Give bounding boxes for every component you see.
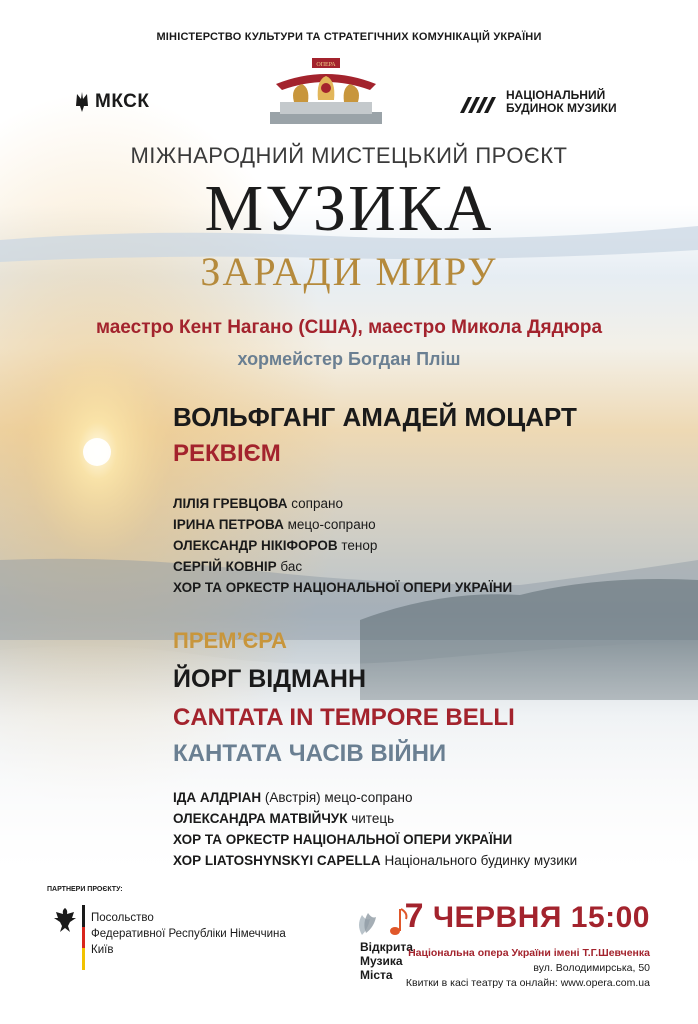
cast-item: ІРИНА ПЕТРОВА мецо-сопрано	[173, 517, 376, 532]
opera-logo-label: ОПЕРА	[316, 62, 336, 68]
event-month-time: ЧЕРВНЯ 15:00	[432, 901, 650, 934]
nbm-label: НАЦІОНАЛЬНИЙ БУДИНОК МУЗИКИ	[506, 88, 617, 115]
project-subtitle: МІЖНАРОДНИЙ МИСТЕЦЬКИЙ ПРОЄКТ	[130, 143, 568, 168]
composer-mozart: ВОЛЬФГАНГ АМАДЕЙ МОЦАРТ	[173, 402, 577, 432]
cast-item: СЕРГІЙ КОВНІР бас	[173, 559, 303, 574]
work-latin-title: CANTATA IN TEMPORE BELLI	[173, 704, 515, 731]
premiere-label: ПРЕМ’ЄРА	[173, 628, 287, 653]
open-music-logo-icon	[340, 905, 410, 941]
embassy-text: Посольство Федеративної Республіки Німеччина Київ	[91, 912, 286, 956]
composer-widmann: ЙОРГ ВІДМАНН	[173, 665, 367, 693]
secondary-title: ЗАРАДИ МИРУ	[200, 249, 498, 294]
event-date	[405, 897, 650, 936]
cast-item: ХОР LIATOSHYNSKYI CAPELLA Національного будинку музики	[173, 853, 578, 868]
cast-list-requiem	[173, 493, 512, 598]
cast-item: ХОР ТА ОРКЕСТР НАЦІОНАЛЬНОЇ ОПЕРИ УКРАЇНИ	[173, 832, 513, 847]
main-title: МУЗИКА	[204, 172, 494, 245]
piano-keys-icon	[460, 91, 500, 113]
cast-item: ХОР ТА ОРКЕСТР НАЦІОНАЛЬНОЇ ОПЕРИ УКРАЇНИ	[173, 580, 513, 595]
work-ukrainian-title: КАНТАТА ЧАСІВ ВІЙНИ	[173, 740, 447, 767]
nbm-logo	[460, 89, 656, 115]
cast-item: ЛІЛІЯ ГРЕВЦОВА сопрано	[173, 496, 343, 511]
partners-title: ПАРТНЕРИ ПРОЄКТУ:	[47, 886, 123, 893]
event-venue-block	[406, 946, 650, 991]
tickets-info: Квитки в касі театру та онлайн: www.opera.com.ua	[405, 977, 650, 989]
mksk-label: МКСК	[95, 91, 150, 112]
event-day: 7	[404, 897, 425, 935]
national-opera-logo	[266, 54, 386, 126]
venue-name: Національна опера України імені Т.Г.Шевченка	[408, 947, 650, 959]
german-flag-bar	[82, 905, 85, 970]
trident-icon	[74, 91, 90, 113]
ministry-title: МІНІСТЕРСТВО КУЛЬТУРИ ТА СТРАТЕГІЧНИХ КОМУНІКАЦІЙ УКРАЇНИ	[156, 31, 542, 43]
conductors-line: маестро Кент Нагано (США), маестро Микола Дядюра	[95, 317, 603, 338]
german-eagle-icon	[52, 906, 78, 934]
venue-address: вул. Володимирська, 50	[533, 962, 650, 974]
open-music-text: Відкрита Музика Міста	[360, 940, 413, 982]
mksk-logo	[74, 91, 150, 113]
cast-item: ОЛЕКСАНДР НІКІФОРОВ тенор	[173, 538, 378, 553]
work-requiem: РЕКВІЄМ	[173, 440, 281, 467]
chorus-master-line: хормейстер Богдан Пліш	[237, 349, 461, 369]
cast-item: ОЛЕКСАНДРА МАТВІЙЧУК читець	[173, 811, 395, 826]
cast-item: ІДА АЛДРІАН (Австрія) мецо-сопрано	[173, 790, 413, 805]
cast-list-cantata	[173, 787, 577, 871]
